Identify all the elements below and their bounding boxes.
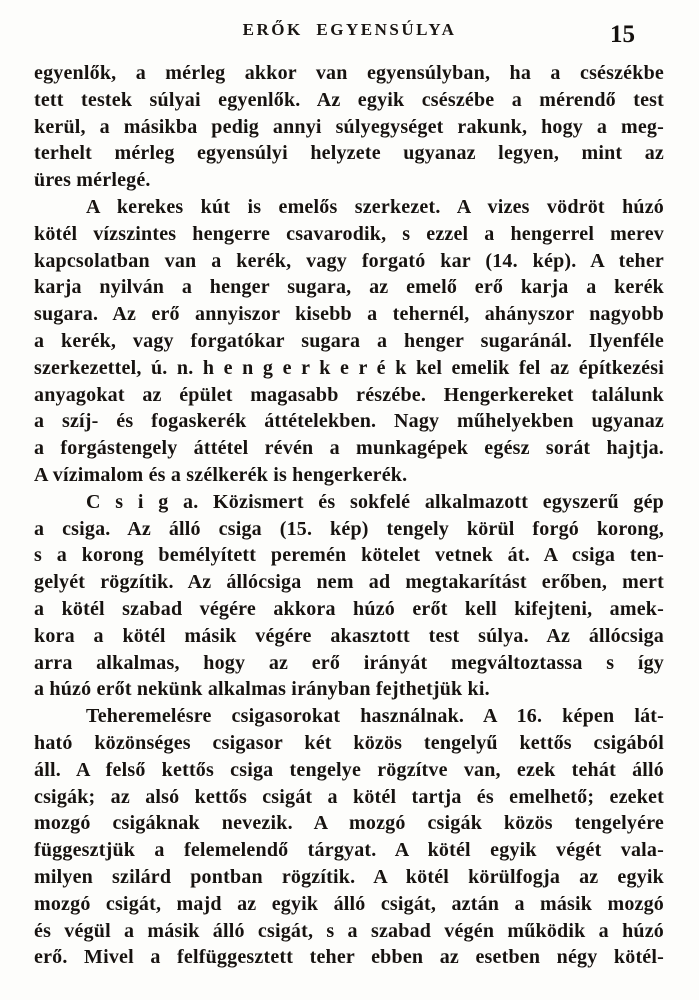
text-line: A kerekes kút is emelős szerkezet. A vizes vödröt húzó [86, 195, 664, 218]
text-line: Teheremelésre csigasorokat használnak. A 16. képen lát- [86, 705, 664, 728]
text-line: terhelt mérleg egyensúlyi helyzete ugyanaz legyen, mint az [34, 142, 664, 165]
paragraph [34, 60, 664, 194]
text-line: sugara. Az erő annyiszor kisebb a tehernél, ahányszor nagyobb [34, 303, 664, 326]
running-header-title: ERŐK EGYENSÚLYA [242, 20, 457, 39]
text-line: s a korong bemélyített peremén kötelet vetnek át. A csiga ten- [34, 544, 664, 567]
text-line: szerkezettel, ú. n. h e n g e r k e r é k kel emelik fel az építkezési [34, 356, 664, 379]
paragraph [34, 703, 664, 971]
text-line: függesztjük a felemelendő tárgyat. A kötél egyik végét vala- [34, 839, 664, 862]
text-line: kötél vízszintes hengerre csavarodik, s ezzel a hengerrel merev [34, 222, 664, 245]
text-line: mozgó csigát, majd az egyik álló csigát, aztán a másik mozgó [34, 892, 664, 915]
text-line: arra alkalmas, hogy az erő irányát megváltoztassa s így [34, 651, 664, 674]
text-line: a csiga. Az álló csiga (15. kép) tengely körül forgó korong, [34, 517, 664, 540]
text-line: a forgástengely áttétel révén a munkagépek egész sorát hajtja. [34, 437, 664, 460]
text-line: áll. A felső kettős csiga tengelye rögzítve van, ezek tehát álló [34, 758, 664, 781]
text-line: karja nyilván a henger sugara, az emelő erő karja a kerék [34, 276, 664, 299]
text-line: ható közönséges csigasor két közös tengelyű kettős csigából [34, 731, 664, 754]
text-line: a szíj- és fogaskerék áttételekben. Nagy műhelyekben ugyanaz [34, 410, 664, 433]
paragraph [34, 194, 664, 489]
text-line: mozgó csigáknak nevezik. A mozgó csigák közös tengelyére [34, 812, 664, 835]
text-line: tett testek súlyai egyenlők. Az egyik csészébe a mérendő test [34, 88, 664, 111]
text-line: a kötél szabad végére akkora húzó erőt kell kifejteni, amek- [34, 597, 664, 620]
text-line: anyagokat az épület magasabb részébe. Hengerkereket találunk [34, 383, 664, 406]
paragraph [34, 489, 664, 703]
text-line: a húzó erőt nekünk alkalmas irányban fejthetjük ki. [34, 678, 490, 701]
text-line: kora a kötél másik végére akasztott test súlya. Az állócsiga [34, 624, 664, 647]
text-line: milyen szilárd pontban rögzítik. A kötél körülfogja az egyik [34, 865, 664, 888]
text-line: A vízimalom és a szélkerék is hengerkerék. [34, 463, 408, 486]
text-line: kapcsolatban van a kerék, vagy forgató kar (14. kép). A teher [34, 249, 664, 272]
text-line: és végül a másik álló csigát, s a szabad végén működik a húzó [34, 919, 664, 942]
text-line: egyenlők, a mérleg akkor van egyensúlyban, ha a csészékbe [34, 62, 664, 84]
text-line: a kerék, vagy forgatókar sugara a henger sugaránál. Ilyenféle [34, 329, 664, 352]
text-line: üres mérlegé. [34, 169, 151, 192]
text-line: kerül, a másikba pedig annyi súlyegységet rakunk, hogy a meg- [34, 115, 664, 138]
text-line: gelyét rögzítik. Az állócsiga nem ad megtakarítást erőben, mert [34, 571, 664, 594]
text-block [34, 60, 664, 971]
text-line: C s i g a. Közismert és sokfelé alkalmazott egyszerű gép [86, 490, 664, 513]
text-line: erő. Mivel a felfüggesztett teher ebben az esetben négy kötél- [34, 946, 664, 969]
page-number: 15 [610, 21, 635, 48]
text-line: csigák; az alsó kettős csigát a kötél tartja és emelhető; ezeket [34, 785, 664, 808]
